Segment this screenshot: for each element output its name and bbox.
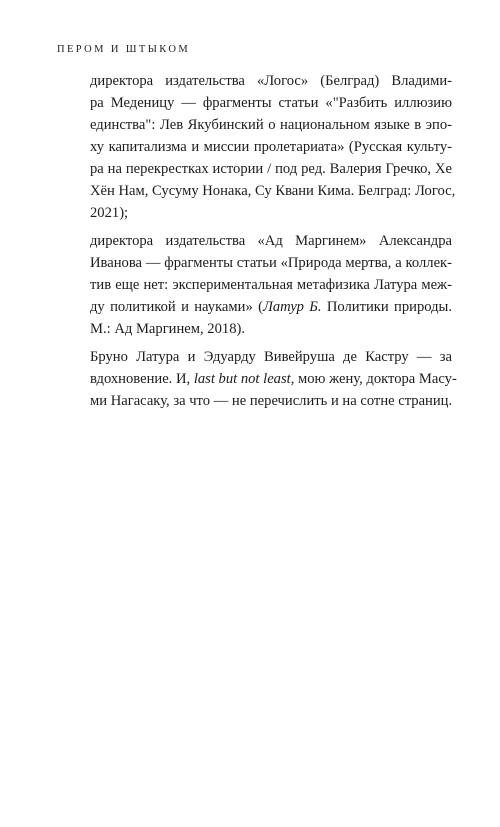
text-fragment: , мою жену, доктора Масу- (290, 371, 457, 387)
text-line: тив еще нет: экспериментальная метафизика Латура меж- (90, 277, 452, 293)
page-body (90, 70, 457, 418)
text-fragment: вдохновение. И, (90, 371, 194, 387)
text-line: М.: Ад Маргинем, 2018). (90, 321, 246, 337)
paragraph-ad-marginem (90, 230, 452, 340)
text-line: ми Нагасаку, за что — не перечислить и на сотне страниц. (90, 393, 453, 409)
text-line: ра на перекрестках истории / под ред. Валерия Гречко, Хе (90, 161, 452, 177)
paragraph-acknowledgement (90, 346, 457, 412)
text-line-composite (90, 368, 457, 390)
text-line: Иванова — фрагменты статьи «Природа мертва, а коллек- (90, 255, 452, 271)
running-head: ПЕРОМ И ШТЫКОМ (57, 44, 191, 55)
text-line: 2021); (90, 205, 129, 221)
italic-author: Латур Б. (262, 299, 322, 315)
text-fragment: ду политикой и науками» ( (90, 299, 263, 315)
text-line: Бруно Латура и Эдуарду Вивейруша де Кастру — за (90, 349, 452, 365)
paragraph-logos (90, 70, 456, 224)
text-line: директора издательства «Логос» (Белград) Владими- (90, 73, 452, 89)
text-line: единства": Лев Якубинский о национальном языке в эпо- (90, 117, 452, 133)
text-line: Хён Нам, Сусуму Нонака, Су Квани Кима. Белград: Логос, (90, 183, 456, 199)
text-line: директора издательства «Ад Маргинем» Александра (90, 233, 452, 249)
italic-phrase: last but not least (193, 371, 291, 387)
text-line: ра Меденицу — фрагменты статьи «"Разбить иллюзию (90, 95, 452, 111)
text-line: ху капитализма и миссии пролетариата» (Русская культу- (90, 139, 452, 155)
text-fragment: Политики природы. (321, 299, 453, 315)
text-line-composite (90, 296, 452, 318)
